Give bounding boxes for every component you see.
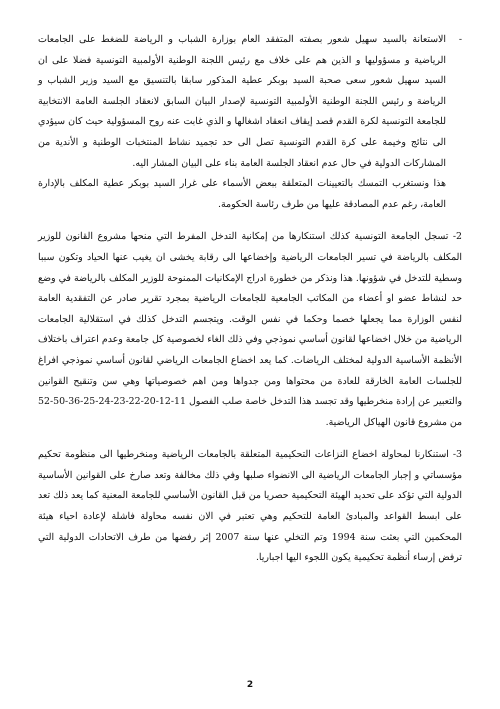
paragraph-1-extra: هذا ونستغرب التمسك بالتعيينات المتعلقة ببعض الأسماء على غرار السيد بوبكر عطية المكلف بالإدارة العامة، رغم عدم المصادقة عليها من طرف رئاسة الحكومة. [38, 178, 446, 210]
document-body [38, 30, 462, 569]
bullet-dash: - [458, 34, 462, 45]
paragraph-2: 2- تسجل الجامعة التونسية كذلك استنكارها من إمكانية التدخل المفرط التي منحها مشروع القانون للوزير المكلف بالرياضة في تسير الجامعات الرياضية وإخضاعها الى رقابة يخشى ان يغيب عنها الحياد وتكون سببا وسطية للتدخل في شؤونها. هذا ونذكر من خطورة ادراج الإمكانيات الممنوحة للوزير المكلف بالرياضة في وضع حد لنشاط عضو او أعضاء من المكاتب الجامعية للجامعات الرياضية بمجرد تقرير صادر عن التفقدية العامة لنفس الوزارة مما يجعلها خصما وحكما في نفس الوقت. ويتجسم التدخل كذلك في استقلالية الجامعات الرياضية من خلال اخضاعها لقانون أساسي نموذجي وفي ذلك الغاء لخصوصية كل جامعة وعدم اعتراف باختلاف الأنظمة الأساسية الدولية لمختلف الرياضات. كما يعد اخضاع الجامعات الرياضي لقانون أساسي نموذجي افراغ للجلسات العامة الخارقة للعادة من محتواها ومن جدواها ومن اهم خصوصياتها وهي سن وتنقيح القوانين والتعبير عن إرادة منخرطيها وقد تجسد هذا التدخل خاصة صلب الفصول 11-12-20-22-23-24-25-36-50-52 من مشروع قانون الهياكل الرياضية. [38, 231, 462, 428]
page-number: 2 [246, 680, 254, 690]
paragraph-3: 3- استنكارنا لمحاولة اخضاع النزاعات التحكيمية المتعلقة بالجامعات الرياضية ومنخرطيها الى منظومة تحكيم مؤسساتي و إجبار الجامعات الرياضية الى الانضواء صلبها وفي ذلك مخالفة وتعد صارخ على القوانين الأساسية الدولية التي تؤكد على تحديد الهيئة التحكيمية حصريا من قبل القانون الأساسي للجامعة المعنية كما يعد ذلك تعد على ابسط القواعد والمبادئ العامة للتحكيم وهي تعتبر في الان نفسه محاولة فاشلة لإعادة احياء هيئة المحكمين التي بعثت سنة 1994 وتم التخلي عنها سنة 2007 إثر رفضها من طرف الاتحادات الدولية التي ترفض إرساء أنظمة تحكيمية يكون اللجوء اليها اجباريا. [38, 449, 462, 564]
paragraph-1-main: الاستعانة بالسيد سهيل شعور بصفته المتفقد العام بوزارة الشباب و الرياضة للضغط على الجامعات الرياضية و مسؤوليها و الذين هم على خلاف مع رئيس اللجنة الوطنية الأولمبية التونسية فضلا على ان السيد سهيل شعور سعى صحبة السيد بوبكر عطية المذكور سابقا بالتنسيق مع السيد وزير الشباب و الرياضة و رئيس اللجنة الوطنية الأولمبية التونسية لإصدار البيان السابق لانعقاد الجلسة العامة الانتخابية للجامعة التونسية لكرة القدم قصد إيقاف انعقاد اشغالها و الذي غابت عنه روح المسؤولية حيث كان سيؤدي الى نتائج وخيمة على كرة القدم التونسية تصل الى حد تجميد نشاط المنتخبات الوطنية و الأندية من المشاركات الدولية في حال عدم انعقاد الجلسة العامة بناء على البيان المشار اليه. [38, 34, 446, 169]
paragraph-1 [38, 30, 462, 215]
paragraph-1-text [38, 30, 446, 215]
